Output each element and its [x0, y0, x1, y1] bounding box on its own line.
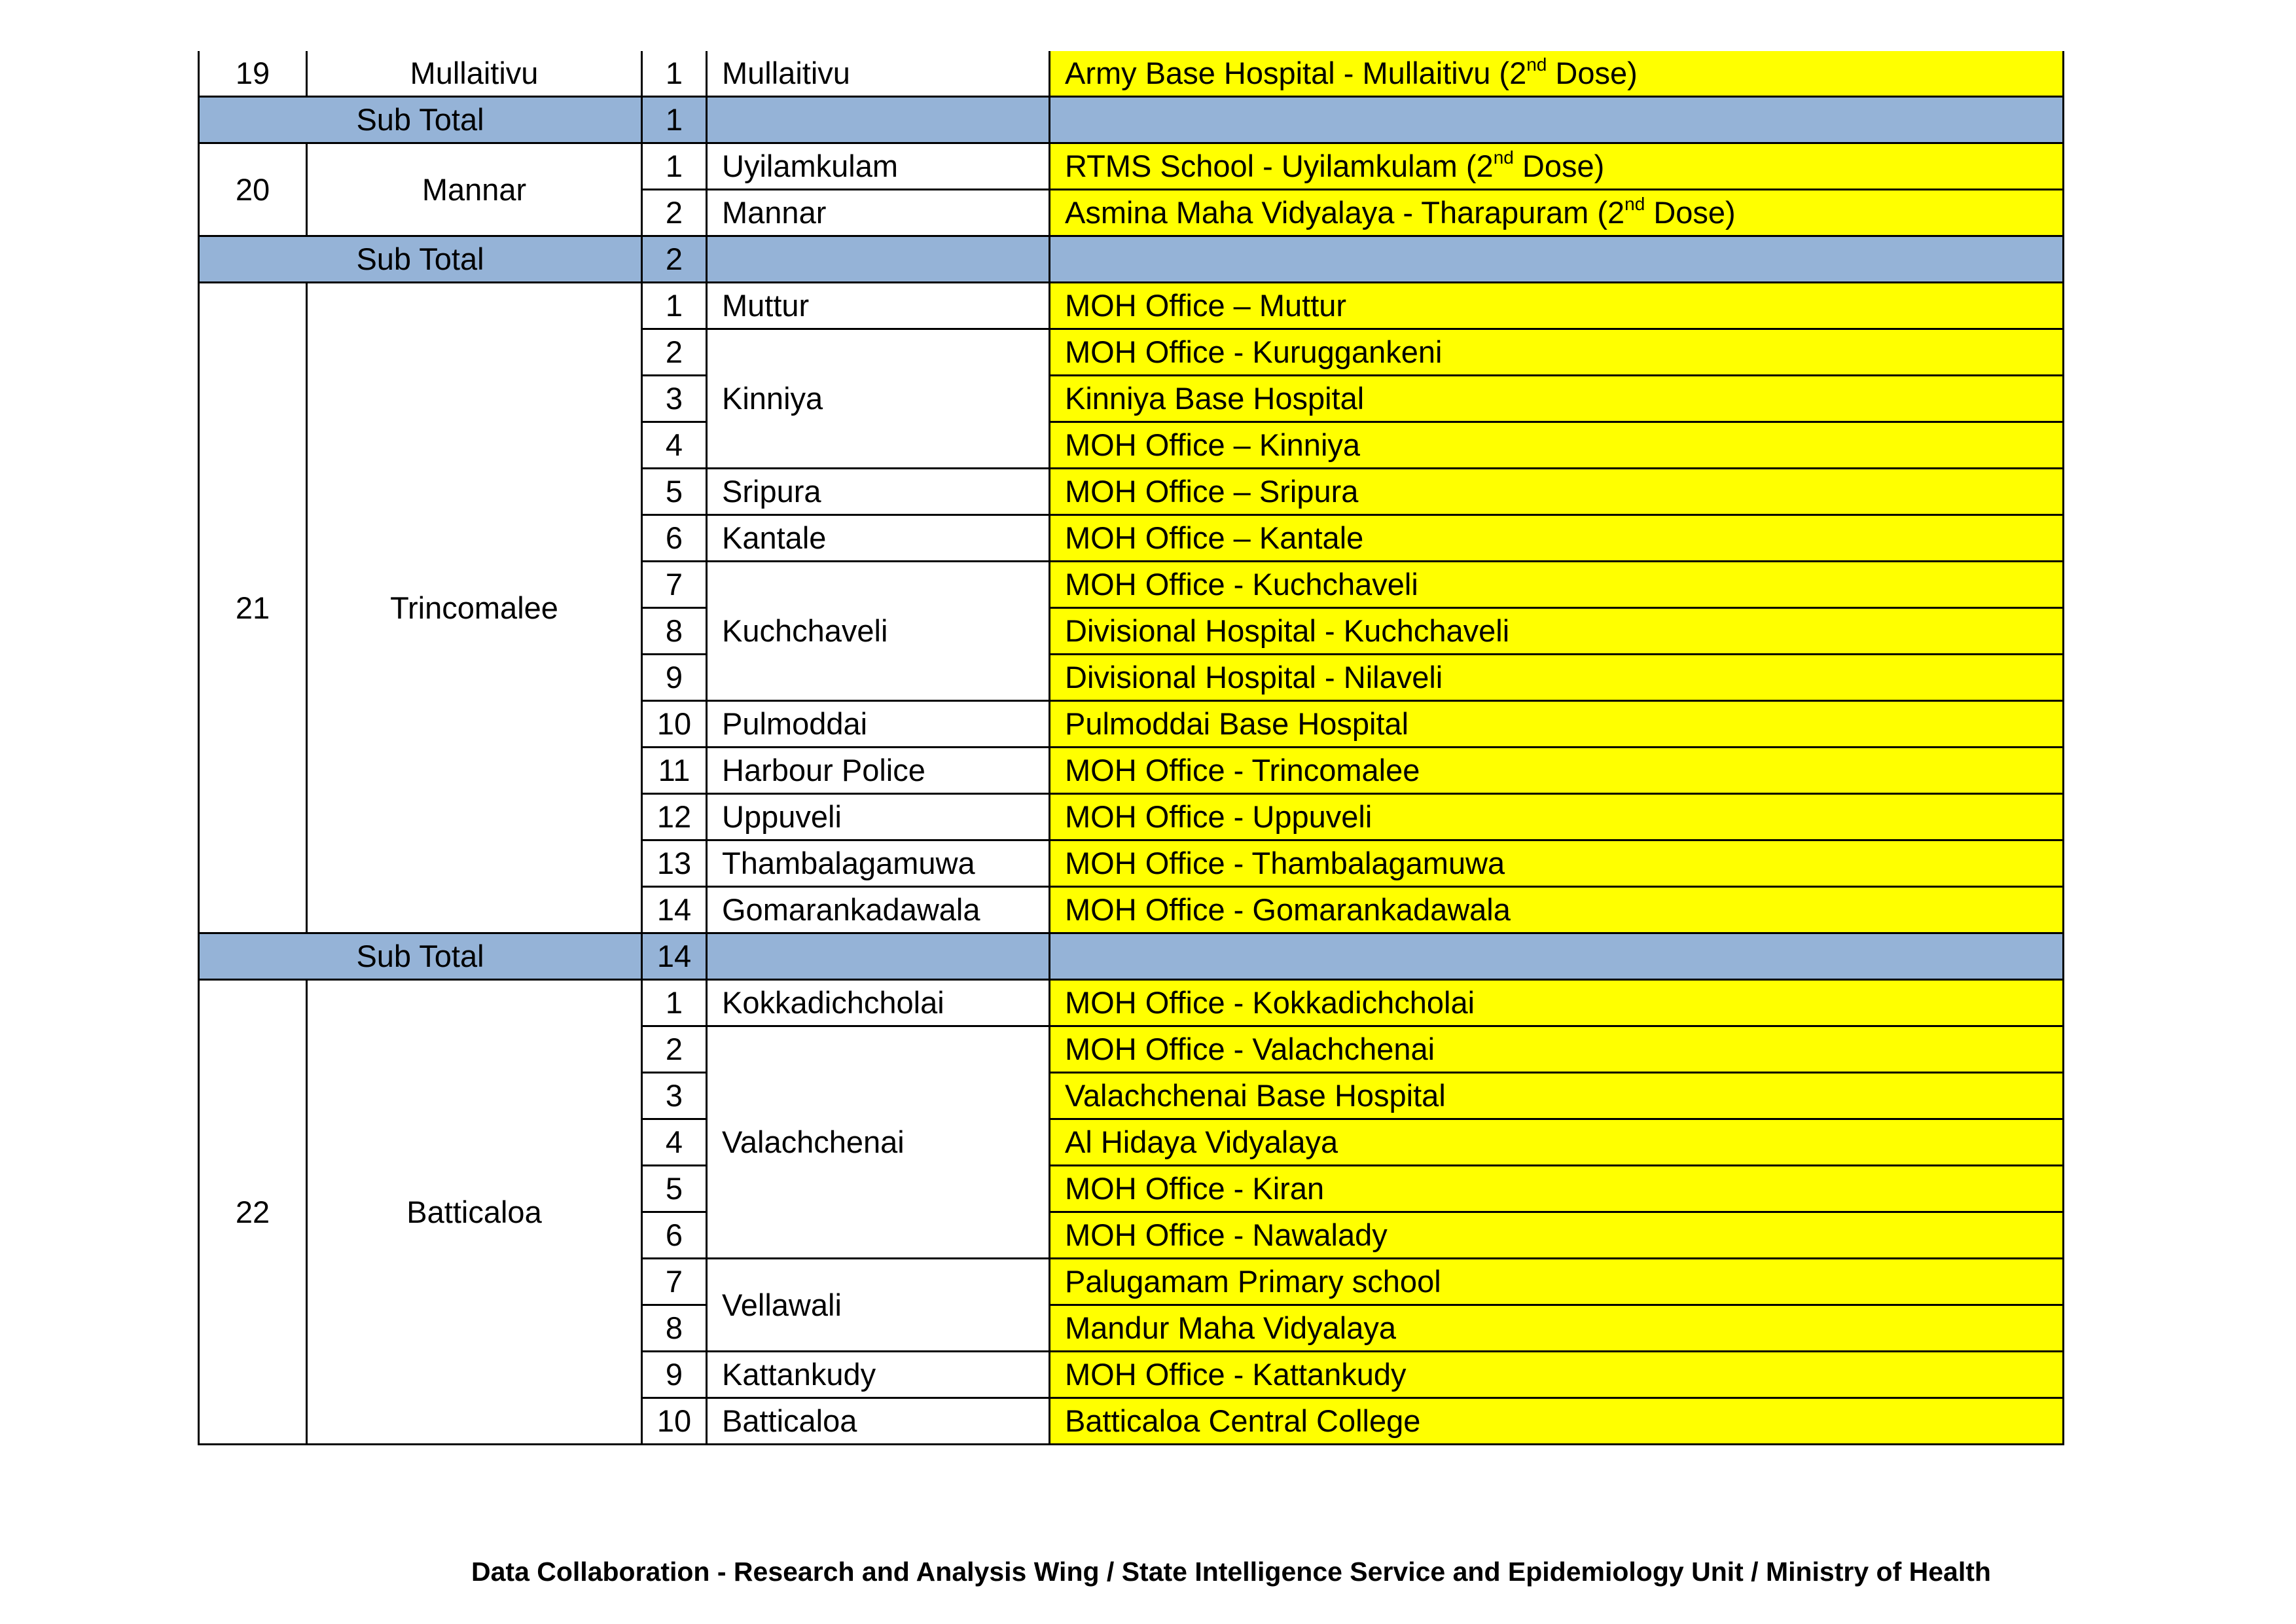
centre-index: 11	[642, 748, 707, 794]
vaccination-centre	[1050, 840, 2064, 887]
centre-name: MOH Office – Sripura	[1065, 474, 1359, 509]
vaccination-centre	[1050, 748, 2064, 794]
moh-area: Mullaitivu	[707, 51, 1050, 97]
moh-area: Sripura	[707, 469, 1050, 515]
centre-name: Valachchenai Base Hospital	[1065, 1078, 1446, 1113]
centre-name: MOH Office - Kuruggankeni	[1065, 334, 1443, 369]
centre-index: 9	[642, 1352, 707, 1398]
centre-name: Army Base Hospital - Mullaitivu (2	[1065, 56, 1527, 90]
moh-area: Vellawali	[707, 1259, 1050, 1352]
table-row	[199, 980, 2064, 1026]
ordinal-suffix: nd	[1493, 147, 1514, 168]
centre-name: Divisional Hospital - Nilaveli	[1065, 660, 1443, 695]
district-name: Batticaloa	[307, 980, 642, 1445]
subtotal-empty	[707, 97, 1050, 143]
vaccination-centre	[1050, 190, 2064, 236]
subtotal-count: 2	[642, 236, 707, 283]
district-number: 21	[199, 283, 307, 933]
centre-index: 6	[642, 1212, 707, 1259]
centre-name: MOH Office – Muttur	[1065, 288, 1347, 323]
subtotal-empty	[707, 236, 1050, 283]
vaccination-centre	[1050, 1305, 2064, 1352]
district-name: Trincomalee	[307, 283, 642, 933]
centre-name: MOH Office - Uppuveli	[1065, 799, 1372, 834]
centre-index: 2	[642, 329, 707, 376]
centre-index: 9	[642, 655, 707, 701]
vaccination-centre	[1050, 608, 2064, 655]
district-name: Mullaitivu	[307, 51, 642, 97]
centre-index: 4	[642, 1119, 707, 1166]
vaccination-centre	[1050, 655, 2064, 701]
centre-index: 1	[642, 51, 707, 97]
centre-index: 7	[642, 1259, 707, 1305]
subtotal-label: Sub Total	[199, 236, 642, 283]
ordinal-suffix: nd	[1624, 194, 1645, 214]
subtotal-empty	[707, 933, 1050, 980]
moh-area: Kokkadichcholai	[707, 980, 1050, 1026]
centre-index: 8	[642, 608, 707, 655]
centre-name: Palugamam Primary school	[1065, 1264, 1441, 1299]
moh-area: Kattankudy	[707, 1352, 1050, 1398]
centre-name: MOH Office - Kuchchaveli	[1065, 567, 1418, 602]
centre-name: MOH Office - Trincomalee	[1065, 753, 1420, 787]
subtotal-label: Sub Total	[199, 97, 642, 143]
vaccination-centre	[1050, 562, 2064, 608]
vaccination-centre	[1050, 1166, 2064, 1212]
subtotal-row	[199, 97, 2064, 143]
centre-index: 5	[642, 469, 707, 515]
centre-name: MOH Office - Gomarankadawala	[1065, 892, 1511, 927]
vaccination-centre	[1050, 980, 2064, 1026]
centre-name: Batticaloa Central College	[1065, 1403, 1421, 1438]
subtotal-count: 14	[642, 933, 707, 980]
moh-area: Kinniya	[707, 329, 1050, 469]
moh-area: Mannar	[707, 190, 1050, 236]
vaccination-centre	[1050, 701, 2064, 748]
vaccination-centre	[1050, 51, 2064, 97]
vaccination-centre	[1050, 283, 2064, 329]
centre-index: 7	[642, 562, 707, 608]
centre-index: 1	[642, 143, 707, 190]
vaccination-centre	[1050, 1073, 2064, 1119]
vaccination-centre	[1050, 1352, 2064, 1398]
centre-index: 3	[642, 376, 707, 422]
centre-index: 12	[642, 794, 707, 840]
centre-name: RTMS School - Uyilamkulam (2	[1065, 149, 1494, 183]
vaccination-centre	[1050, 376, 2064, 422]
subtotal-empty	[1050, 236, 2064, 283]
centre-index: 8	[642, 1305, 707, 1352]
vaccination-centre	[1050, 329, 2064, 376]
vaccination-centre	[1050, 887, 2064, 933]
moh-area: Uyilamkulam	[707, 143, 1050, 190]
district-number: 19	[199, 51, 307, 97]
vaccination-centre	[1050, 1259, 2064, 1305]
moh-area: Kuchchaveli	[707, 562, 1050, 701]
moh-area: Valachchenai	[707, 1026, 1050, 1259]
district-name: Mannar	[307, 143, 642, 236]
vaccination-centre	[1050, 794, 2064, 840]
dose-suffix: Dose)	[1645, 195, 1736, 230]
centre-name: MOH Office - Kiran	[1065, 1171, 1325, 1206]
ordinal-suffix: nd	[1526, 54, 1547, 75]
vaccination-centre	[1050, 1212, 2064, 1259]
centre-name: Divisional Hospital - Kuchchaveli	[1065, 613, 1510, 648]
centre-name: MOH Office - Thambalagamuwa	[1065, 846, 1505, 880]
centre-name: MOH Office - Nawalady	[1065, 1218, 1388, 1252]
moh-area: Thambalagamuwa	[707, 840, 1050, 887]
centre-name: MOH Office - Kattankudy	[1065, 1357, 1407, 1392]
moh-area: Gomarankadawala	[707, 887, 1050, 933]
vaccination-centres-table	[198, 51, 2064, 1445]
vaccination-centre	[1050, 1398, 2064, 1445]
centre-index: 4	[642, 422, 707, 469]
vaccination-centre	[1050, 143, 2064, 190]
dose-suffix: Dose)	[1547, 56, 1638, 90]
centre-index: 6	[642, 515, 707, 562]
subtotal-row	[199, 236, 2064, 283]
subtotal-row	[199, 933, 2064, 980]
moh-area: Batticaloa	[707, 1398, 1050, 1445]
vaccination-centre	[1050, 422, 2064, 469]
centre-name: Al Hidaya Vidyalaya	[1065, 1125, 1338, 1159]
dose-suffix: Dose)	[1513, 149, 1605, 183]
district-number: 20	[199, 143, 307, 236]
centre-index: 2	[642, 1026, 707, 1073]
centre-index: 10	[642, 701, 707, 748]
vaccination-centre	[1050, 1026, 2064, 1073]
table-row	[199, 283, 2064, 329]
centre-index: 1	[642, 283, 707, 329]
table-row	[199, 51, 2064, 97]
moh-area: Kantale	[707, 515, 1050, 562]
centre-index: 13	[642, 840, 707, 887]
vaccination-centre	[1050, 469, 2064, 515]
footer-credit: Data Collaboration - Research and Analysis Wing / State Intelligence Service and Epidemiology Unit / Ministry of Health	[471, 1557, 1991, 1587]
centre-index: 3	[642, 1073, 707, 1119]
centre-name: MOH Office - Kokkadichcholai	[1065, 985, 1475, 1020]
moh-area: Muttur	[707, 283, 1050, 329]
moh-area: Harbour Police	[707, 748, 1050, 794]
centre-name: Pulmoddai Base Hospital	[1065, 706, 1409, 741]
centre-name: MOH Office – Kantale	[1065, 520, 1364, 555]
centre-name: Kinniya Base Hospital	[1065, 381, 1365, 416]
moh-area: Uppuveli	[707, 794, 1050, 840]
subtotal-empty	[1050, 97, 2064, 143]
centre-index: 2	[642, 190, 707, 236]
table-row	[199, 143, 2064, 190]
centre-index: 5	[642, 1166, 707, 1212]
subtotal-empty	[1050, 933, 2064, 980]
district-number: 22	[199, 980, 307, 1445]
vaccination-centre	[1050, 515, 2064, 562]
centre-index: 1	[642, 980, 707, 1026]
vaccination-centre	[1050, 1119, 2064, 1166]
subtotal-count: 1	[642, 97, 707, 143]
centre-index: 10	[642, 1398, 707, 1445]
subtotal-label: Sub Total	[199, 933, 642, 980]
moh-area: Pulmoddai	[707, 701, 1050, 748]
centre-name: MOH Office – Kinniya	[1065, 427, 1361, 462]
centre-name: MOH Office - Valachchenai	[1065, 1032, 1435, 1066]
centre-index: 14	[642, 887, 707, 933]
table-body	[199, 51, 2064, 1445]
centre-name: Asmina Maha Vidyalaya - Tharapuram (2	[1065, 195, 1625, 230]
centre-name: Mandur Maha Vidyalaya	[1065, 1310, 1396, 1345]
